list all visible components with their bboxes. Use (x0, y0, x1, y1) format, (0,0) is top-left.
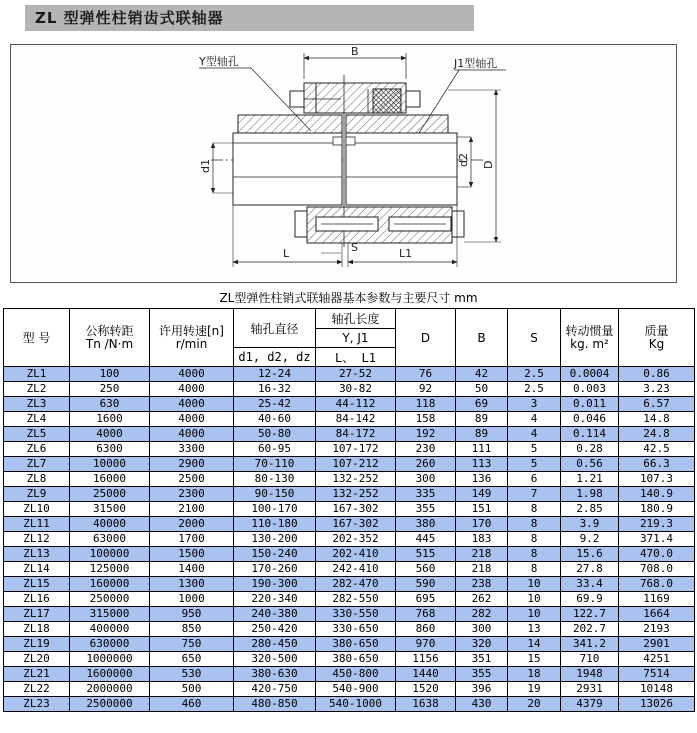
header-speed (150, 309, 234, 367)
value-cell: 2900 (150, 457, 234, 472)
flange-right-section (346, 115, 448, 133)
table-row (4, 517, 695, 532)
value-cell: 335 (396, 487, 456, 502)
value-cell: 1500 (150, 547, 234, 562)
table-row (4, 652, 695, 667)
table-row (4, 502, 695, 517)
value-cell: 6 (508, 472, 561, 487)
coupling-drawing (11, 45, 678, 284)
value-cell: 860 (396, 622, 456, 637)
value-cell: 30-82 (316, 382, 396, 397)
value-cell: 14 (508, 637, 561, 652)
value-cell: 630000 (70, 637, 150, 652)
dim-d1-label: d1 (199, 159, 212, 173)
table-row (4, 412, 695, 427)
value-cell: 1.98 (561, 487, 619, 502)
coupling-drawing-frame (10, 44, 677, 283)
value-cell: 1440 (396, 667, 456, 682)
value-cell: 3300 (150, 442, 234, 457)
model-cell: ZL1 (4, 367, 70, 382)
spec-table (3, 308, 695, 712)
value-cell: 0.56 (561, 457, 619, 472)
value-cell: 4 (508, 427, 561, 442)
value-cell: 4000 (150, 412, 234, 427)
value-cell: 25000 (70, 487, 150, 502)
value-cell: 1600 (70, 412, 150, 427)
value-cell: 540-1000 (316, 697, 396, 712)
value-cell: 1638 (396, 697, 456, 712)
value-cell: 2931 (561, 682, 619, 697)
value-cell: 92 (396, 382, 456, 397)
value-cell: 282-470 (316, 577, 396, 592)
value-cell: 500 (150, 682, 234, 697)
value-cell: 60-95 (234, 442, 316, 457)
value-cell: 69.9 (561, 592, 619, 607)
value-cell: 240-380 (234, 607, 316, 622)
header-inertia-line2: kg. m² (570, 336, 609, 351)
value-cell: 695 (396, 592, 456, 607)
value-cell: 16-32 (234, 382, 316, 397)
bolt-head-right (406, 91, 420, 107)
value-cell: 3.9 (561, 517, 619, 532)
value-cell: 8 (508, 547, 561, 562)
value-cell: 7514 (619, 667, 695, 682)
header-b: B (456, 309, 508, 367)
value-cell: 4000 (150, 382, 234, 397)
header-bore-dia-sub: d1, d2, dz (234, 348, 316, 367)
value-cell: 341.2 (561, 637, 619, 652)
value-cell: 2000 (150, 517, 234, 532)
value-cell: 380-650 (316, 652, 396, 667)
value-cell: 111 (456, 442, 508, 457)
value-cell: 5 (508, 442, 561, 457)
value-cell: 44-112 (316, 397, 396, 412)
value-cell: 63000 (70, 532, 150, 547)
value-cell: 180.9 (619, 502, 695, 517)
pin-bolt-left (295, 211, 307, 237)
value-cell: 0.0004 (561, 367, 619, 382)
model-cell: ZL4 (4, 412, 70, 427)
table-row (4, 427, 695, 442)
header-mass-line1: 质量 (644, 323, 669, 338)
value-cell: 355 (396, 502, 456, 517)
value-cell: 167-302 (316, 517, 396, 532)
value-cell: 113 (456, 457, 508, 472)
value-cell: 4251 (619, 652, 695, 667)
value-cell: 31500 (70, 502, 150, 517)
value-cell: 1000000 (70, 652, 150, 667)
value-cell: 480-850 (234, 697, 316, 712)
model-cell: ZL13 (4, 547, 70, 562)
value-cell: 118 (396, 397, 456, 412)
value-cell: 8 (508, 517, 561, 532)
value-cell: 16000 (70, 472, 150, 487)
value-cell: 122.7 (561, 607, 619, 622)
value-cell: 1169 (619, 592, 695, 607)
table-row (4, 682, 695, 697)
table-row (4, 667, 695, 682)
model-cell: ZL15 (4, 577, 70, 592)
value-cell: 19 (508, 682, 561, 697)
value-cell: 5 (508, 457, 561, 472)
value-cell: 100-170 (234, 502, 316, 517)
dim-big-d-label: D (482, 160, 495, 169)
value-cell: 2300 (150, 487, 234, 502)
value-cell: 300 (396, 472, 456, 487)
value-cell: 20 (508, 697, 561, 712)
value-cell: 282 (456, 607, 508, 622)
value-cell: 260 (396, 457, 456, 472)
value-cell: 190-300 (234, 577, 316, 592)
value-cell: 238 (456, 577, 508, 592)
value-cell: 218 (456, 562, 508, 577)
table-row (4, 547, 695, 562)
model-cell: ZL11 (4, 517, 70, 532)
value-cell: 40-60 (234, 412, 316, 427)
table-body (4, 367, 695, 712)
table-row (4, 487, 695, 502)
bolt-head-left (290, 91, 304, 107)
value-cell: 140.9 (619, 487, 695, 502)
value-cell: 262 (456, 592, 508, 607)
value-cell: 125000 (70, 562, 150, 577)
header-mass-line2: Kg (648, 336, 665, 351)
model-cell: ZL20 (4, 652, 70, 667)
value-cell: 110-180 (234, 517, 316, 532)
value-cell: 167-302 (316, 502, 396, 517)
model-cell: ZL14 (4, 562, 70, 577)
header-s: S (508, 309, 561, 367)
value-cell: 6300 (70, 442, 150, 457)
value-cell: 1.21 (561, 472, 619, 487)
value-cell: 0.28 (561, 442, 619, 457)
value-cell: 25-42 (234, 397, 316, 412)
table-row (4, 442, 695, 457)
value-cell: 380-650 (316, 637, 396, 652)
value-cell: 107-212 (316, 457, 396, 472)
value-cell: 708.0 (619, 562, 695, 577)
value-cell: 0.114 (561, 427, 619, 442)
value-cell: 84-142 (316, 412, 396, 427)
value-cell: 42.5 (619, 442, 695, 457)
value-cell: 420-750 (234, 682, 316, 697)
pin-bolt-right (452, 211, 464, 237)
value-cell: 630 (70, 397, 150, 412)
value-cell: 400000 (70, 622, 150, 637)
value-cell: 250 (70, 382, 150, 397)
value-cell: 850 (150, 622, 234, 637)
value-cell: 4000 (150, 367, 234, 382)
header-d: D (396, 309, 456, 367)
model-cell: ZL2 (4, 382, 70, 397)
value-cell: 10 (508, 592, 561, 607)
value-cell: 445 (396, 532, 456, 547)
page-title: ZL 型弹性柱销齿式联轴器 (25, 5, 474, 31)
value-cell: 202-410 (316, 547, 396, 562)
model-cell: ZL7 (4, 457, 70, 472)
value-cell: 330-550 (316, 607, 396, 622)
table-row (4, 457, 695, 472)
header-mass (619, 309, 695, 367)
value-cell: 33.4 (561, 577, 619, 592)
header-bore-len-l: L、 L1 (316, 348, 396, 367)
table-header (4, 309, 695, 367)
value-cell: 202.7 (561, 622, 619, 637)
header-torque-line2: Tn /N·m (85, 336, 134, 351)
value-cell: 242-410 (316, 562, 396, 577)
value-cell: 66.3 (619, 457, 695, 472)
value-cell: 10 (508, 607, 561, 622)
value-cell: 202-352 (316, 532, 396, 547)
value-cell: 250-420 (234, 622, 316, 637)
value-cell: 1948 (561, 667, 619, 682)
value-cell: 470.0 (619, 547, 695, 562)
value-cell: 710 (561, 652, 619, 667)
header-bore-dia: 轴孔直径 (234, 309, 316, 348)
value-cell: 24.8 (619, 427, 695, 442)
value-cell: 132-252 (316, 472, 396, 487)
table-row (4, 397, 695, 412)
value-cell: 89 (456, 427, 508, 442)
header-inertia-line1: 转动惯量 (565, 323, 614, 338)
value-cell: 4 (508, 412, 561, 427)
value-cell: 1300 (150, 577, 234, 592)
value-cell: 750 (150, 637, 234, 652)
model-cell: ZL17 (4, 607, 70, 622)
value-cell: 27-52 (316, 367, 396, 382)
model-cell: ZL9 (4, 487, 70, 502)
value-cell: 4379 (561, 697, 619, 712)
table-row (4, 472, 695, 487)
value-cell: 192 (396, 427, 456, 442)
value-cell: 50-80 (234, 427, 316, 442)
model-cell: ZL21 (4, 667, 70, 682)
hub-left (233, 133, 342, 205)
value-cell: 560 (396, 562, 456, 577)
value-cell: 2901 (619, 637, 695, 652)
value-cell: 460 (150, 697, 234, 712)
table-row (4, 622, 695, 637)
value-cell: 89 (456, 412, 508, 427)
header-model: 型 号 (4, 309, 70, 367)
value-cell: 10000 (70, 457, 150, 472)
value-cell: 130-200 (234, 532, 316, 547)
value-cell: 2.85 (561, 502, 619, 517)
value-cell: 970 (396, 637, 456, 652)
value-cell: 590 (396, 577, 456, 592)
value-cell: 371.4 (619, 532, 695, 547)
value-cell: 107.3 (619, 472, 695, 487)
elastic-element (373, 89, 401, 113)
value-cell: 160000 (70, 577, 150, 592)
value-cell: 8 (508, 502, 561, 517)
value-cell: 1600000 (70, 667, 150, 682)
value-cell: 76 (396, 367, 456, 382)
model-cell: ZL22 (4, 682, 70, 697)
value-cell: 50 (456, 382, 508, 397)
header-bore-len: 轴孔长度 (316, 309, 396, 329)
value-cell: 230 (396, 442, 456, 457)
value-cell: 351 (456, 652, 508, 667)
value-cell: 15.6 (561, 547, 619, 562)
value-cell: 100000 (70, 547, 150, 562)
value-cell: 950 (150, 607, 234, 622)
value-cell: 380-630 (234, 667, 316, 682)
value-cell: 1520 (396, 682, 456, 697)
model-cell: ZL8 (4, 472, 70, 487)
value-cell: 158 (396, 412, 456, 427)
table-row (4, 607, 695, 622)
value-cell: 218 (456, 547, 508, 562)
value-cell: 282-550 (316, 592, 396, 607)
value-cell: 80-130 (234, 472, 316, 487)
value-cell: 13 (508, 622, 561, 637)
value-cell: 18 (508, 667, 561, 682)
value-cell: 14.8 (619, 412, 695, 427)
value-cell: 280-450 (234, 637, 316, 652)
value-cell: 219.3 (619, 517, 695, 532)
header-speed-line2: r/min (175, 336, 208, 351)
dim-b-label: B (351, 45, 359, 58)
value-cell: 8 (508, 532, 561, 547)
value-cell: 10148 (619, 682, 695, 697)
value-cell: 15 (508, 652, 561, 667)
value-cell: 150-240 (234, 547, 316, 562)
value-cell: 220-340 (234, 592, 316, 607)
dim-l-label: L (283, 247, 290, 260)
value-cell: 320 (456, 637, 508, 652)
table-row (4, 367, 695, 382)
value-cell: 768.0 (619, 577, 695, 592)
table-row (4, 382, 695, 397)
model-cell: ZL3 (4, 397, 70, 412)
value-cell: 107-172 (316, 442, 396, 457)
value-cell: 136 (456, 472, 508, 487)
value-cell: 170 (456, 517, 508, 532)
value-cell: 9.2 (561, 532, 619, 547)
value-cell: 100 (70, 367, 150, 382)
model-cell: ZL6 (4, 442, 70, 457)
value-cell: 315000 (70, 607, 150, 622)
value-cell: 69 (456, 397, 508, 412)
value-cell: 0.046 (561, 412, 619, 427)
value-cell: 10 (508, 577, 561, 592)
value-cell: 7 (508, 487, 561, 502)
value-cell: 2100 (150, 502, 234, 517)
value-cell: 3 (508, 397, 561, 412)
table-caption: ZL型弹性柱销式联轴器基本参数与主要尺寸 mm (219, 291, 478, 305)
table-row (4, 577, 695, 592)
value-cell: 90-150 (234, 487, 316, 502)
value-cell: 2000000 (70, 682, 150, 697)
header-torque (70, 309, 150, 367)
value-cell: 320-500 (234, 652, 316, 667)
value-cell: 4000 (70, 427, 150, 442)
value-cell: 2500000 (70, 697, 150, 712)
value-cell: 515 (396, 547, 456, 562)
value-cell: 170-260 (234, 562, 316, 577)
j1-hole-label: J1型轴孔 (454, 57, 498, 70)
value-cell: 1700 (150, 532, 234, 547)
table-row (4, 637, 695, 652)
value-cell: 0.86 (619, 367, 695, 382)
value-cell: 3.23 (619, 382, 695, 397)
model-cell: ZL10 (4, 502, 70, 517)
value-cell: 1000 (150, 592, 234, 607)
value-cell: 4000 (150, 427, 234, 442)
value-cell: 1400 (150, 562, 234, 577)
table-row (4, 697, 695, 712)
value-cell: 1156 (396, 652, 456, 667)
value-cell: 2193 (619, 622, 695, 637)
value-cell: 40000 (70, 517, 150, 532)
value-cell: 430 (456, 697, 508, 712)
model-cell: ZL12 (4, 532, 70, 547)
model-cell: ZL18 (4, 622, 70, 637)
header-bore-len-y: Y, J1 (316, 329, 396, 348)
hub-right (346, 133, 457, 205)
model-cell: ZL23 (4, 697, 70, 712)
flange-left-section (238, 115, 342, 133)
value-cell: 8 (508, 562, 561, 577)
value-cell: 4000 (150, 397, 234, 412)
value-cell: 355 (456, 667, 508, 682)
value-cell: 540-900 (316, 682, 396, 697)
model-cell: ZL16 (4, 592, 70, 607)
value-cell: 27.8 (561, 562, 619, 577)
value-cell: 380 (396, 517, 456, 532)
dim-s-label: S (351, 241, 358, 254)
value-cell: 42 (456, 367, 508, 382)
table-row (4, 562, 695, 577)
value-cell: 530 (150, 667, 234, 682)
y-hole-label: Y型轴孔 (199, 55, 239, 68)
header-torque-line1: 公称转距 (85, 323, 134, 338)
dim-l1-label: L1 (399, 247, 413, 260)
value-cell: 330-650 (316, 622, 396, 637)
value-cell: 6.57 (619, 397, 695, 412)
value-cell: 0.011 (561, 397, 619, 412)
value-cell: 151 (456, 502, 508, 517)
value-cell: 2.5 (508, 367, 561, 382)
value-cell: 70-110 (234, 457, 316, 472)
value-cell: 2500 (150, 472, 234, 487)
value-cell: 396 (456, 682, 508, 697)
value-cell: 300 (456, 622, 508, 637)
model-cell: ZL5 (4, 427, 70, 442)
value-cell: 0.003 (561, 382, 619, 397)
table-row (4, 532, 695, 547)
value-cell: 12-24 (234, 367, 316, 382)
value-cell: 1664 (619, 607, 695, 622)
value-cell: 250000 (70, 592, 150, 607)
value-cell: 650 (150, 652, 234, 667)
value-cell: 183 (456, 532, 508, 547)
header-speed-line1: 许用转速[n] (159, 323, 224, 338)
dim-d2-label: d2 (457, 153, 470, 167)
value-cell: 84-172 (316, 427, 396, 442)
value-cell: 768 (396, 607, 456, 622)
value-cell: 132-252 (316, 487, 396, 502)
header-inertia (561, 309, 619, 367)
value-cell: 149 (456, 487, 508, 502)
value-cell: 2.5 (508, 382, 561, 397)
value-cell: 450-800 (316, 667, 396, 682)
model-cell: ZL19 (4, 637, 70, 652)
value-cell: 13026 (619, 697, 695, 712)
table-row (4, 592, 695, 607)
